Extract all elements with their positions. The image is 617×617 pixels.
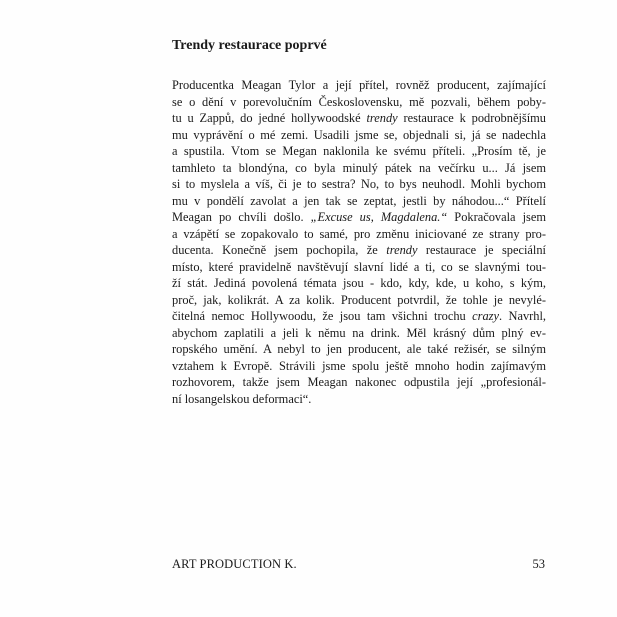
text-line xyxy=(172,193,546,210)
text-run: ží stát. Jediná povolená témata jsou - kdo, kdy, kde, u koho, s kým, xyxy=(172,276,546,290)
italic-phrase: crazy xyxy=(472,309,499,323)
text-run: mu vyprávění o mé zemi. Usadili jsme se, objednali si, já se nadechla xyxy=(172,127,546,142)
text-line xyxy=(172,209,546,226)
text-line xyxy=(172,341,546,358)
text-line xyxy=(172,110,546,127)
text-run: Meagan po chvíli došlo. xyxy=(172,210,311,224)
text-run: místo, které pravidelně navštěvují slavní lidé a ti, co se slavnými tou- xyxy=(172,259,546,274)
text-line xyxy=(172,143,546,160)
text-run: ropského umění. A nebyl to jen producent, ale také režisér, se silným xyxy=(172,342,546,356)
text-line xyxy=(172,176,546,193)
text-line xyxy=(172,391,546,408)
text-run: tu u Zappů, do jedné hollywoodské xyxy=(172,111,367,125)
text-line xyxy=(172,308,546,325)
text-run: si to myslela a víš, či je to sestra? No, to bys neuhodl. Mohli bychom xyxy=(172,177,546,191)
page-number: 53 xyxy=(532,557,545,571)
text-run: restaurace k podrobnějšímu xyxy=(397,111,546,125)
text-run: Pokračovala jsem xyxy=(447,210,546,224)
footer-publisher: ART PRODUCTION K. xyxy=(172,557,297,571)
section-heading: Trendy restaurace poprvé xyxy=(172,38,327,53)
text-run: vztahem k Evropě. Strávili jsme spolu ještě mnoho hodin zajímavým xyxy=(172,358,546,373)
italic-phrase: trendy xyxy=(366,111,398,125)
text-run: ní losangelskou deformaci“. xyxy=(172,391,312,406)
text-line xyxy=(172,94,546,111)
text-run: abychom zaplatili a jeli k němu na drink. Měl krásný dům plný ev- xyxy=(172,325,546,340)
text-line xyxy=(172,292,546,309)
text-line xyxy=(172,374,546,391)
text-line xyxy=(172,275,546,292)
text-run: tamhleto ta blondýna, co byla minulý pátek na večírku u... Já jsem xyxy=(172,160,546,175)
italic-phrase: „Excuse us, Magdalena.“ xyxy=(310,210,448,224)
text-run: restaurace je speciální xyxy=(417,243,547,257)
text-line xyxy=(172,259,546,276)
text-run: čitelná nemoc Hollywoodu, že jsou tam všichni trochu xyxy=(172,309,473,323)
text-run: mu v pondělí zavolat a jen tak se zeptat, jestli by náhodou...“ Přítelí xyxy=(172,193,546,208)
text-line xyxy=(172,77,546,94)
text-run: rozhovorem, takže jsem Meagan nakonec odpustila její „profesionál- xyxy=(172,375,546,389)
text-run: a vzápětí se zopakovalo to samé, pro změnu iniciované ze strany pro- xyxy=(172,226,546,241)
body-paragraph xyxy=(172,77,546,407)
text-line xyxy=(172,325,546,342)
italic-phrase: trendy xyxy=(386,243,418,257)
text-run: Producentka Meagan Tylor a její přítel, rovněž producent, zajímající xyxy=(172,78,546,92)
text-run: . Navrhl, xyxy=(498,309,547,323)
text-run: proč, jak, kolikrát. A za kolik. Producent potvrdil, že tohle je nevylé- xyxy=(172,292,546,307)
text-run: a spustila. Vtom se Megan naklonila ke svému příteli. „Prosím tě, je xyxy=(172,144,546,158)
text-line xyxy=(172,226,546,243)
text-line xyxy=(172,242,546,259)
text-line xyxy=(172,358,546,375)
text-run: ducenta. Konečně jsem pochopila, že xyxy=(172,243,387,257)
text-line xyxy=(172,160,546,177)
text-run: se o dění v porevolučním Československu, mě pozvali, během poby- xyxy=(172,94,546,109)
text-line xyxy=(172,127,546,144)
